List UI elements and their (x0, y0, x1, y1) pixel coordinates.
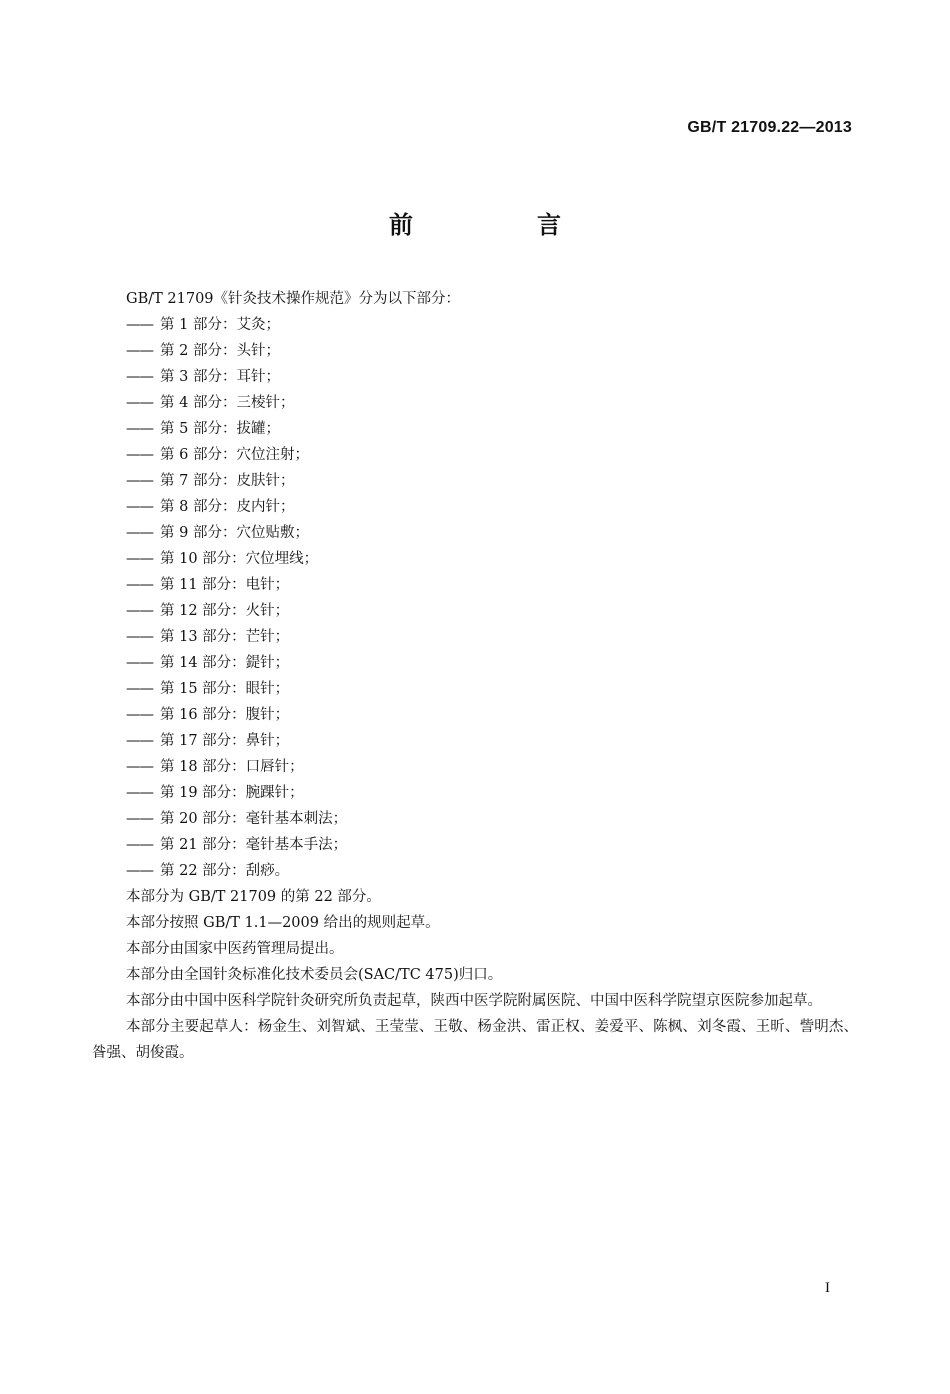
list-item (92, 494, 858, 520)
list-dash: —— (126, 447, 153, 463)
list-dash: —— (126, 759, 153, 775)
list-item-text: 第 18 部分：口唇针； (160, 759, 304, 775)
list-dash: —— (126, 473, 153, 489)
list-dash: —— (126, 681, 153, 697)
list-item-text: 第 11 部分：电针； (160, 577, 290, 593)
paragraph: 本部分由全国针灸标准化技术委员会(SAC/TC 475)归口。 (126, 967, 503, 983)
list-item (92, 598, 858, 624)
list-dash: —— (126, 499, 153, 515)
list-item (92, 338, 858, 364)
parts-list (92, 312, 858, 884)
list-item (92, 650, 858, 676)
list-item (92, 702, 858, 728)
list-item (92, 624, 858, 650)
list-item (92, 832, 858, 858)
paragraph: 本部分由中国中医科学院针灸研究所负责起草，陕西中医学院附属医院、中国中医科学院望京医院参加起草。 (126, 993, 822, 1009)
list-dash: —— (126, 629, 153, 645)
paragraph: 本部分为 GB/T 21709 的第 22 部分。 (126, 889, 381, 905)
list-item (92, 572, 858, 598)
list-item (92, 312, 858, 338)
list-item-text: 第 5 部分：拔罐； (160, 421, 280, 437)
list-item-text: 第 3 部分：耳针； (160, 369, 280, 385)
list-item-text: 第 1 部分：艾灸； (160, 317, 280, 333)
list-dash: —— (126, 395, 153, 411)
list-dash: —— (126, 811, 153, 827)
list-dash: —— (126, 655, 153, 671)
page-title: 前 言 (389, 211, 611, 239)
list-item-text: 第 2 部分：头针； (160, 343, 280, 359)
paragraph: 本部分由国家中医药管理局提出。 (126, 941, 344, 957)
list-dash: —— (126, 421, 153, 437)
list-item (92, 520, 858, 546)
list-item (92, 858, 858, 884)
list-item-text: 第 21 部分：毫针基本手法； (160, 837, 348, 853)
list-item (92, 390, 858, 416)
list-dash: —— (126, 733, 153, 749)
list-item-text: 第 14 部分：鍉针； (160, 655, 290, 671)
paragraphs (92, 884, 858, 1066)
list-item-text: 第 4 部分：三棱针； (160, 395, 295, 411)
list-dash: —— (126, 551, 153, 567)
list-item-text: 第 8 部分：皮内针； (160, 499, 295, 515)
list-item-text: 第 10 部分：穴位埋线； (160, 551, 319, 567)
list-item (92, 754, 858, 780)
list-item (92, 676, 858, 702)
list-item (92, 364, 858, 390)
list-dash: —— (126, 707, 153, 723)
list-dash: —— (126, 603, 153, 619)
list-item-text: 第 7 部分：皮肤针； (160, 473, 295, 489)
list-dash: —— (126, 343, 153, 359)
list-item (92, 546, 858, 572)
list-item-text: 第 19 部分：腕踝针； (160, 785, 304, 801)
paragraph: 本部分主要起草人：杨金生、刘智斌、王莹莹、王敬、杨金洪、雷正权、姜爱平、陈枫、刘冬霞、王昕、訾明杰、昝强、胡俊霞。 (92, 1019, 858, 1061)
list-item (92, 416, 858, 442)
list-item-text: 第 20 部分：毫针基本刺法； (160, 811, 348, 827)
list-dash: —— (126, 317, 153, 333)
list-item (92, 468, 858, 494)
list-item-text: 第 22 部分：刮痧。 (160, 863, 290, 879)
document-body (92, 286, 858, 1066)
standard-code: GB/T 21709.22—2013 (687, 119, 852, 136)
paragraph: 本部分按照 GB/T 1.1—2009 给出的规则起草。 (126, 915, 440, 931)
list-dash: —— (126, 525, 153, 541)
list-item (92, 780, 858, 806)
list-item-text: 第 13 部分：芒针； (160, 629, 290, 645)
intro-line: GB/T 21709《针灸技术操作规范》分为以下部分： (126, 291, 461, 307)
list-item-text: 第 15 部分：眼针； (160, 681, 290, 697)
list-item-text: 第 6 部分：穴位注射； (160, 447, 309, 463)
list-item (92, 442, 858, 468)
list-dash: —— (126, 577, 153, 593)
list-item (92, 728, 858, 754)
list-item-text: 第 16 部分：腹针； (160, 707, 290, 723)
list-dash: —— (126, 837, 153, 853)
list-item-text: 第 17 部分：鼻针； (160, 733, 290, 749)
list-item-text: 第 12 部分：火针； (160, 603, 290, 619)
list-dash: —— (126, 785, 153, 801)
list-dash: —— (126, 369, 153, 385)
list-item-text: 第 9 部分：穴位贴敷； (160, 525, 309, 541)
page-number: I (825, 1280, 830, 1296)
list-dash: —— (126, 863, 153, 879)
list-item (92, 806, 858, 832)
